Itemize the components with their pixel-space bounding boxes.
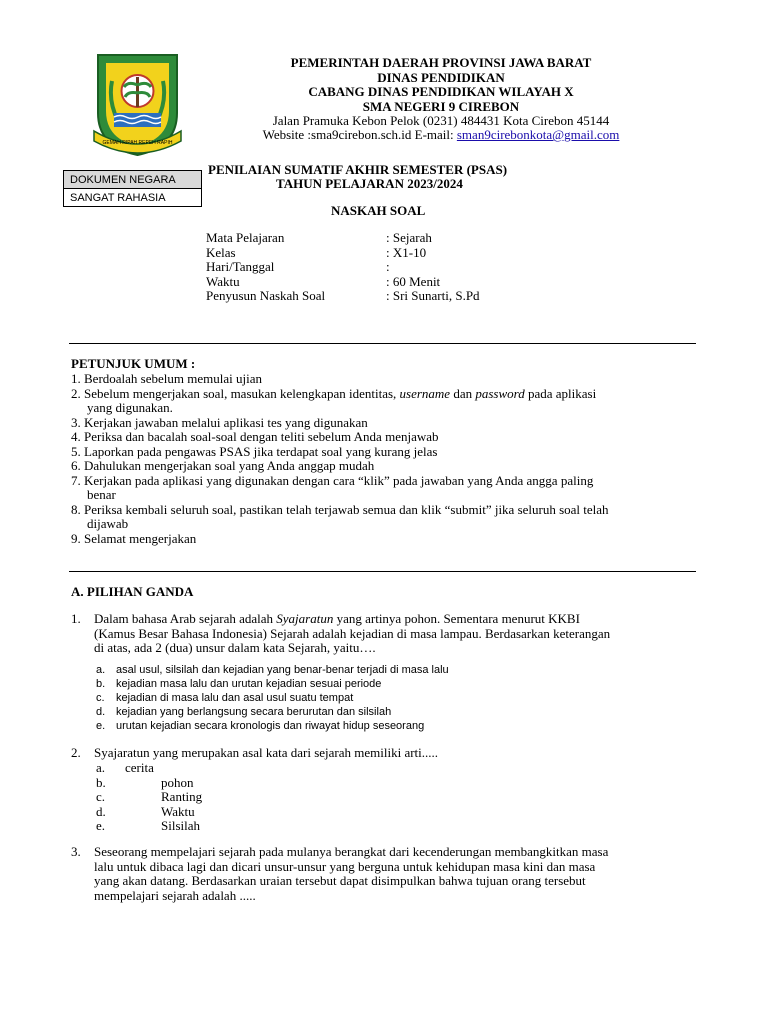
instruction-italic: username	[399, 385, 451, 401]
website-text: Website :sma9cirebon.sch.id E-mail:	[262, 127, 457, 142]
exam-title: PENILAIAN SUMATIF AKHIR SEMESTER (PSAS)	[208, 162, 508, 177]
answer-option[interactable]	[96, 803, 195, 820]
instruction-4: 4. Periksa dan bacalah soal-soal dengan teliti sebelum Anda menjawab	[71, 429, 439, 444]
option-text: asal usul, silsilah dan kejadian yang benar-benar terjadi di masa lalu	[116, 664, 449, 676]
answer-option[interactable]	[96, 760, 154, 776]
meta-value: : Sri Sunarti, S.Pd	[386, 288, 480, 303]
meta-value: : Sejarah	[386, 230, 432, 245]
meta-label: Mata Pelajaran	[206, 230, 285, 245]
question-3-line: mempelajari sejarah adalah .....	[94, 887, 256, 903]
meta-row	[206, 288, 480, 304]
option-letter: c.	[96, 789, 106, 804]
meta-label: Penyusun Naskah Soal	[206, 288, 326, 303]
option-letter: d.	[96, 803, 106, 819]
kop-line-2: DINAS PENDIDIKAN	[377, 69, 505, 85]
option-letter: a.	[96, 664, 106, 676]
question-2-text: Syajaratun yang merupakan asal kata dari sejarah memiliki arti.....	[94, 745, 439, 760]
answer-option[interactable]	[96, 664, 449, 678]
instruction-text: dan	[450, 385, 476, 401]
option-text: cerita	[125, 760, 154, 775]
option-letter: a.	[96, 760, 106, 775]
option-letter: d.	[96, 706, 106, 718]
instruction-6: 6. Dahulukan mengerjakan soal yang Anda anggap mudah	[71, 458, 375, 473]
instruction-text: 2. Sebelum mengerjakan soal, masukan kelengkapan identitas,	[71, 385, 400, 401]
option-text: kejadian di masa lalu dan asal usul suatu tempat	[116, 692, 354, 704]
naskah-soal-heading: NASKAH SOAL	[331, 203, 426, 218]
question-text: yang artinya pohon. Sementara menurut KKBI	[333, 611, 580, 626]
west-java-emblem-logo	[90, 51, 185, 159]
question-3-line: yang akan datang. Berdasarkan uraian tersebut dapat disimpulkan bahwa tujuan orang tersebut	[94, 873, 586, 888]
question-1-line: (Kamus Besar Bahasa Indonesia) Sejarah adalah kejadian di masa lampau. Berdasarkan keterangan	[94, 625, 611, 641]
question-3-line: Seseorang mempelajari sejarah pada mulanya berangkat dari kecenderungan membangkitkan masa	[94, 844, 609, 859]
option-letter: e.	[96, 720, 106, 732]
option-letter: c.	[96, 692, 105, 704]
petunjuk-heading: PETUNJUK UMUM :	[71, 356, 196, 371]
instruction-3: 3. Kerjakan jawaban melalui aplikasi tes yang digunakan	[71, 414, 368, 430]
instruction-7-cont: benar	[87, 487, 116, 502]
answer-option[interactable]	[96, 774, 194, 791]
instruction-text: pada aplikasi	[524, 385, 597, 401]
exam-year: TAHUN PELAJARAN 2023/2024	[276, 176, 463, 191]
question-number: 2.	[71, 745, 81, 760]
school-contact	[200, 128, 682, 143]
instruction-2	[71, 387, 697, 402]
answer-option[interactable]	[96, 720, 424, 734]
kop-line-4: SMA NEGERI 9 CIREBON	[362, 98, 520, 114]
answer-option[interactable]	[96, 678, 381, 692]
option-text: kejadian masa lalu dan urutan kejadian sesuai periode	[116, 678, 382, 690]
answer-option[interactable]	[96, 692, 353, 706]
option-letter: b.	[96, 774, 106, 790]
divider	[69, 343, 696, 344]
question-1-line: di atas, ada 2 (dua) unsur dalam kata Sejarah, yaitu….	[94, 640, 376, 655]
question-text: Dalam bahasa Arab sejarah adalah	[94, 611, 277, 626]
instruction-8: 8. Periksa kembali seluruh soal, pastikan telah terjawab semua dan klik “submit” jika seluruh soal telah	[71, 501, 609, 517]
option-letter: b.	[96, 678, 106, 690]
question-italic: Syajaratun	[276, 611, 334, 626]
instruction-5: 5. Laporkan pada pengawas PSAS jika terdapat soal yang kurang jelas	[71, 443, 438, 459]
instruction-2-cont: yang digunakan.	[87, 400, 173, 415]
meta-value: : 60 Menit	[386, 273, 441, 289]
option-text: Waktu	[161, 803, 195, 819]
question-3-line: lalu untuk dibaca lagi dan dicari unsur-unsur yang berguna untuk kehidupan masa kini dan masa	[94, 858, 596, 874]
instruction-1: 1. Berdoalah sebelum memulai ujian	[71, 371, 262, 386]
meta-row	[206, 230, 432, 246]
answer-option[interactable]	[96, 789, 203, 805]
divider	[69, 571, 696, 572]
option-text: urutan kejadian secara kronologis dan riwayat hidup seseorang	[116, 720, 425, 732]
meta-row	[206, 259, 390, 275]
option-letter: e.	[96, 818, 106, 833]
answer-option[interactable]	[96, 706, 391, 720]
email-link[interactable]: sman9cirebonkota@gmail.com	[456, 127, 620, 142]
option-text: Silsilah	[161, 818, 201, 833]
instruction-8-cont: dijawab	[87, 516, 129, 531]
svg-text:GEMAH RIPAH REPEH RAPIH: GEMAH RIPAH REPEH RAPIH	[102, 140, 173, 146]
meta-value: :	[386, 259, 390, 274]
instruction-9: 9. Selamat mengerjakan	[71, 530, 197, 546]
section-a-heading: A. PILIHAN GANDA	[71, 584, 194, 599]
sangat-rahasia-label: SANGAT RAHASIA	[63, 188, 202, 207]
option-text: pohon	[161, 774, 194, 790]
kop-line-3: CABANG DINAS PENDIDIKAN WILAYAH X	[308, 84, 574, 99]
instruction-italic: password	[475, 385, 525, 401]
question-number: 3.	[71, 844, 81, 859]
instruction-7: 7. Kerjakan pada aplikasi yang digunakan dengan cara “klik” pada jawaban yang Anda angga paling	[71, 472, 594, 488]
meta-row	[206, 273, 441, 290]
option-text: kejadian yang berlangsung secara berurutan dan silsilah	[116, 706, 392, 718]
meta-label: Waktu	[206, 273, 240, 289]
dokumen-negara-label: DOKUMEN NEGARA	[63, 170, 202, 189]
meta-row	[206, 244, 427, 261]
answer-option[interactable]	[96, 818, 201, 834]
school-address: Jalan Pramuka Kebon Pelok (0231) 484431 Kota Cirebon 45144	[272, 112, 610, 128]
meta-value: : X1-10	[386, 244, 427, 260]
option-text: Ranting	[161, 789, 203, 804]
meta-label: Hari/Tanggal	[206, 259, 275, 274]
meta-label: Kelas	[206, 244, 236, 260]
question-number: 1.	[71, 611, 81, 626]
question-1-line	[94, 612, 580, 627]
kop-line-1: PEMERINTAH DAERAH PROVINSI JAWA BARAT	[290, 55, 592, 70]
